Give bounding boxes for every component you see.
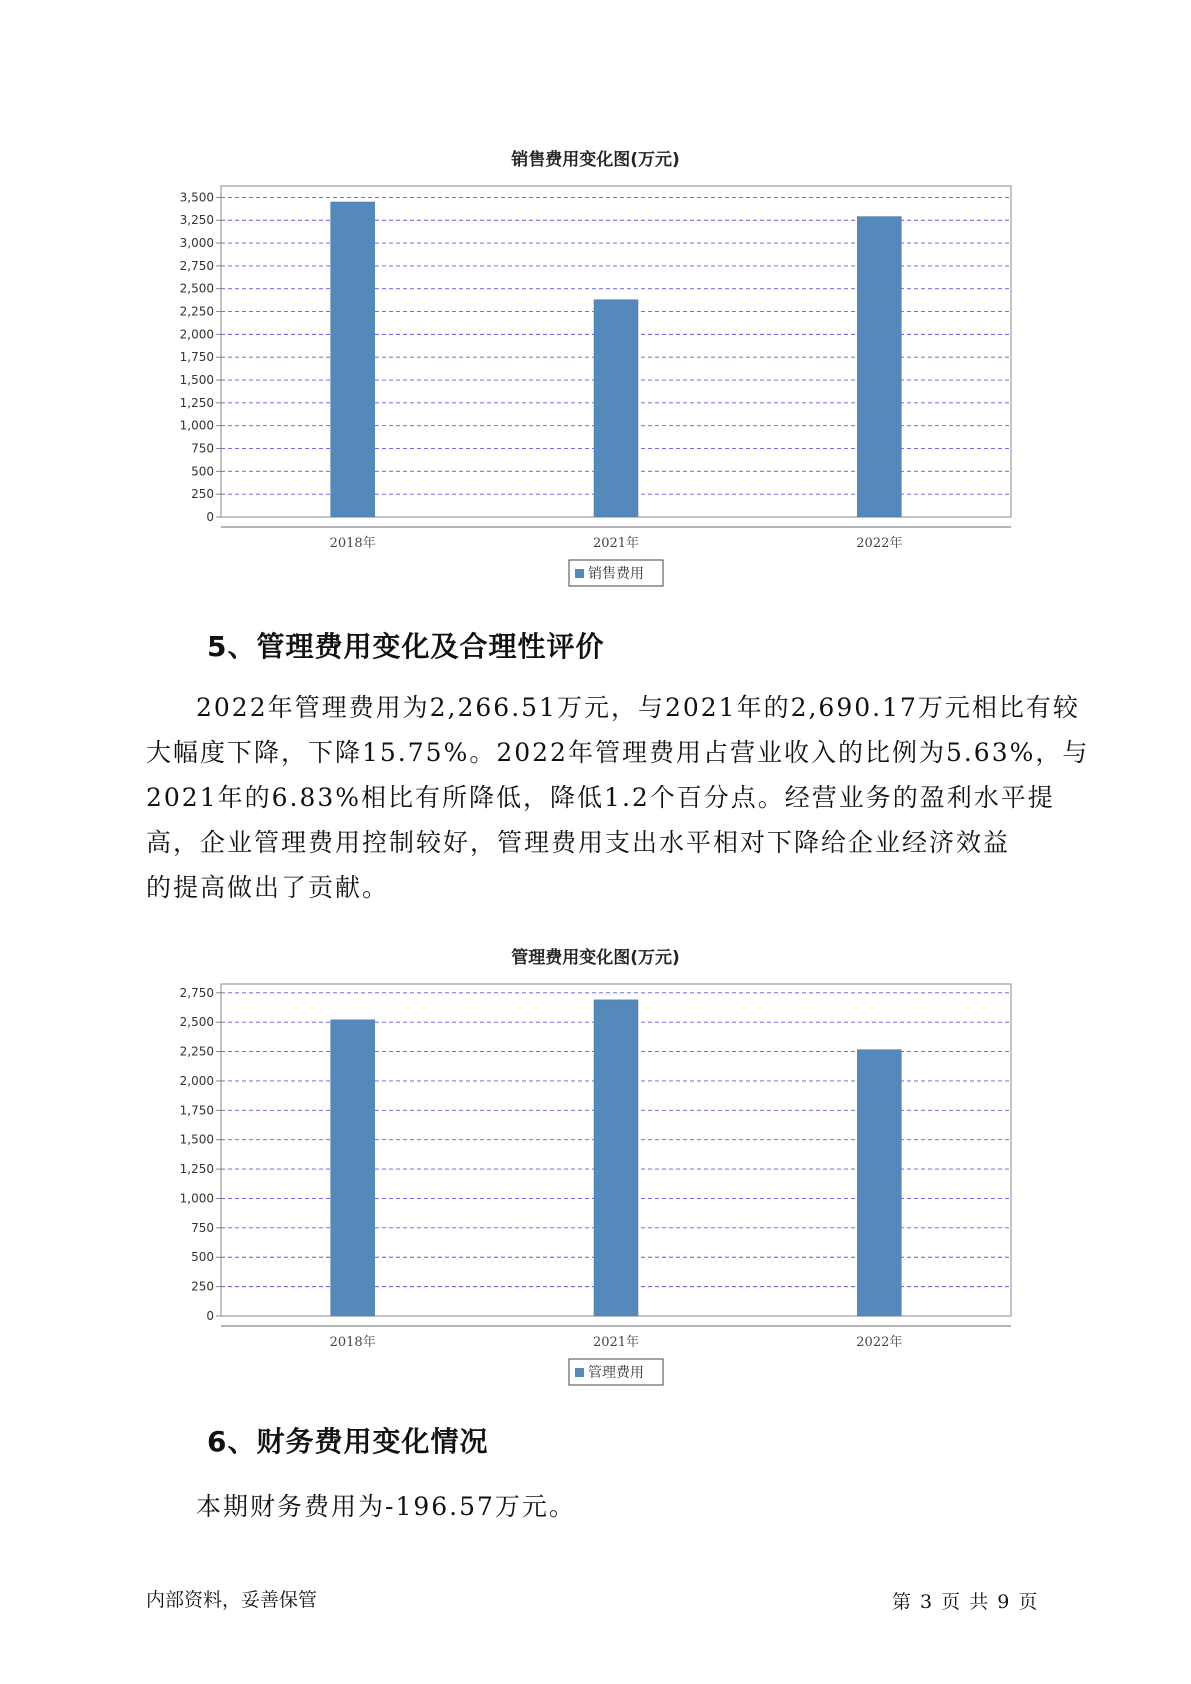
y-tick-label: 1,250 — [179, 395, 214, 410]
y-tick-label: 2,500 — [179, 281, 214, 296]
section5-heading: 5、管理费用变化及合理性评价 — [207, 630, 605, 663]
y-tick-label: 2,250 — [179, 1044, 214, 1059]
legend — [569, 1359, 663, 1385]
y-tick-label: 1,500 — [179, 1132, 214, 1147]
footer-page-number: 第 3 页 共 9 页 — [892, 1591, 1038, 1613]
y-tick-label: 3,000 — [179, 236, 214, 251]
y-tick-label: 750 — [191, 1220, 214, 1235]
y-tick-label: 1,750 — [179, 1103, 214, 1118]
section6-paragraph: 本期财务费用为-196.57万元。 — [196, 1492, 576, 1521]
y-tick-label: 1,500 — [179, 373, 214, 388]
legend-label: 销售费用 — [588, 566, 644, 582]
y-tick-label: 1,000 — [179, 1191, 214, 1206]
x-tick-label: 2022年 — [856, 536, 903, 551]
y-tick-label: 1,000 — [179, 418, 214, 433]
y-tick-label: 1,750 — [179, 350, 214, 365]
y-tick-label: 3,500 — [179, 190, 214, 205]
y-tick-label: 2,000 — [179, 327, 214, 342]
legend-swatch — [575, 1368, 584, 1377]
bar — [594, 1000, 638, 1316]
bar — [857, 1050, 901, 1316]
y-tick-label: 2,000 — [179, 1073, 214, 1088]
y-tick-label: 2,250 — [179, 304, 214, 319]
y-tick-label: 0 — [206, 510, 214, 524]
section6-heading: 6、财务费用变化情况 — [207, 1425, 489, 1458]
bar — [331, 1020, 375, 1316]
y-tick-label: 500 — [191, 1250, 214, 1265]
paragraph-line: 大幅度下降，下降15.75%。2022年管理费用占营业收入的比例为5.63%，与 — [146, 738, 1090, 767]
y-tick-label: 500 — [191, 464, 214, 479]
y-tick-label: 750 — [191, 441, 214, 456]
footer-confidential-note: 内部资料，妥善保管 — [146, 1589, 318, 1611]
chart-title-admin: 管理费用变化图(万元) — [511, 948, 680, 968]
paragraph-line: 的提高做出了贡献。 — [146, 873, 390, 902]
paragraph-line: 2021年的6.83%相比有所降低，降低1.2个百分点。经营业务的盈利水平提 — [146, 783, 1055, 812]
y-tick-label: 250 — [191, 487, 214, 502]
y-tick-label: 2,750 — [179, 258, 214, 273]
x-tick-label: 2018年 — [329, 536, 376, 551]
y-tick-label: 0 — [206, 1309, 214, 1323]
y-tick-label: 2,500 — [179, 1015, 214, 1030]
chart-title-sales: 销售费用变化图(万元) — [511, 150, 680, 170]
y-tick-label: 2,750 — [179, 985, 214, 1000]
x-tick-label: 2018年 — [329, 1335, 376, 1350]
paragraph-line: 2022年管理费用为2,266.51万元，与2021年的2,690.17万元相比有较 — [196, 693, 1080, 722]
y-tick-label: 250 — [191, 1279, 214, 1294]
x-tick-label: 2021年 — [592, 1335, 640, 1350]
x-tick-label: 2022年 — [856, 1335, 903, 1350]
x-tick-label: 2021年 — [592, 536, 640, 551]
legend-label: 管理费用 — [588, 1365, 644, 1381]
paragraph-line: 高，企业管理费用控制较好，管理费用支出水平相对下降给企业经济效益 — [146, 828, 1011, 857]
y-tick-label: 1,250 — [179, 1162, 214, 1177]
y-tick-label: 3,250 — [179, 213, 214, 228]
